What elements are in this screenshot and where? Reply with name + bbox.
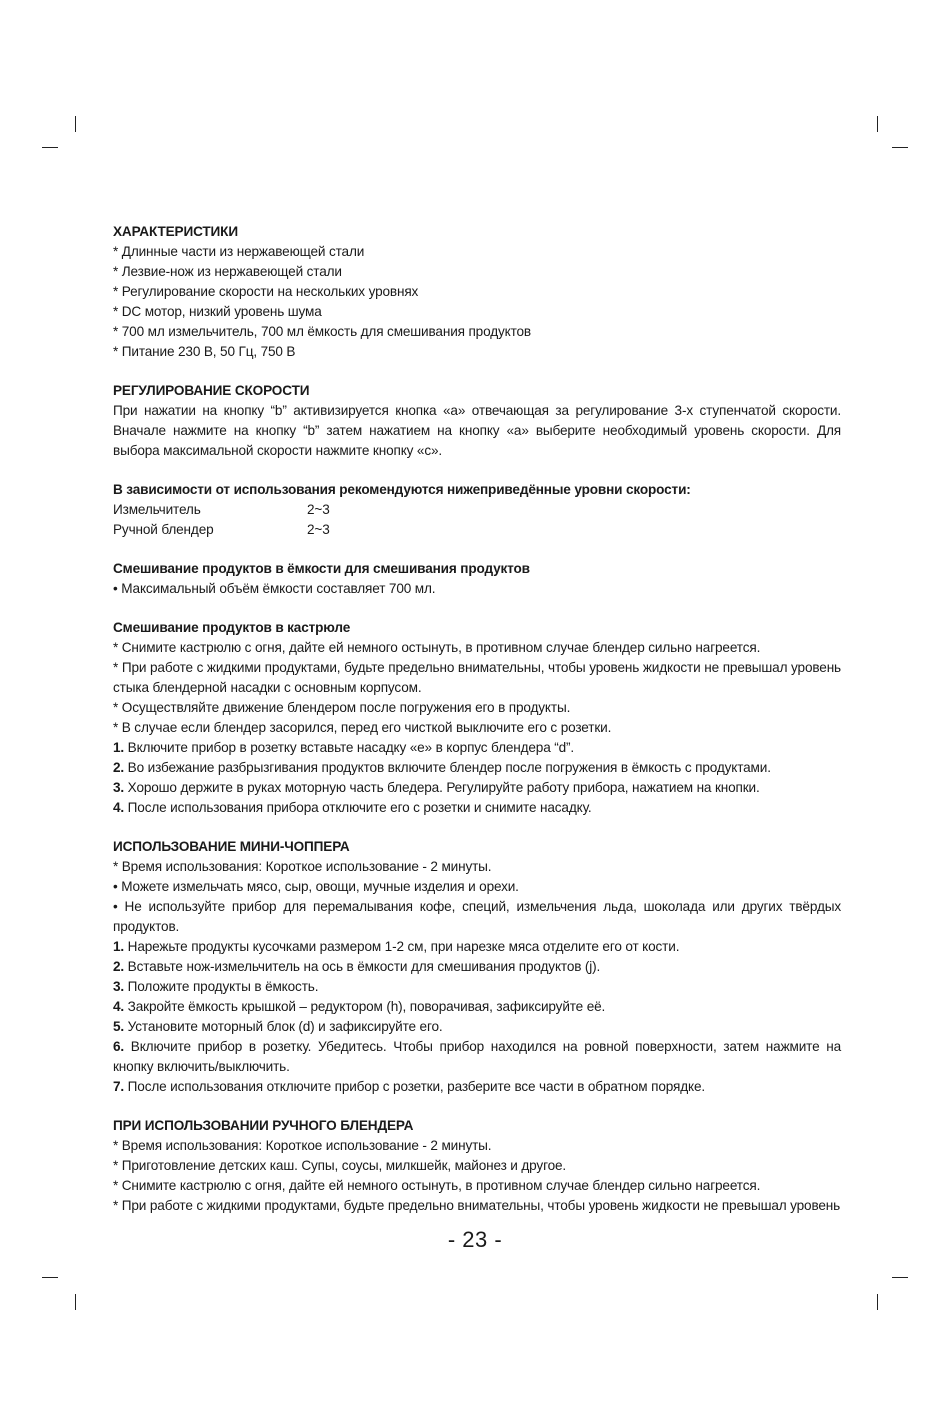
hand-blender-section bbox=[113, 1116, 841, 1216]
instruction-step: 2. Во избежание разбрызгивания продуктов включите блендер после погружения в ёмкость с продуктами. bbox=[113, 760, 771, 775]
speed-paragraph: При нажатии на кнопку “b” активизируется кнопка «a» отвечающая за регулирование 3-х ступенчатой скорости. Вначале нажмите на кнопку “b” затем нажатием на кнопку «a» выберите необходимый уровень скорости. Для выбора максимальной скорости нажмите кнопку «c». bbox=[113, 403, 841, 458]
mixing-pot-section bbox=[113, 618, 841, 818]
features-section bbox=[113, 222, 841, 362]
speed-table-value: 2~3 bbox=[307, 522, 330, 537]
page-number: - 23 - bbox=[447, 1227, 503, 1252]
instruction-item: * При работе с жидкими продуктами, будьте предельно внимательны, чтобы уровень жидкости не превышал уровень bbox=[113, 1198, 841, 1213]
instruction-step: 3. Положите продукты в ёмкость. bbox=[113, 979, 319, 994]
crop-mark-top-left-vertical bbox=[75, 116, 76, 132]
crop-mark-bottom-right-horizontal bbox=[892, 1277, 908, 1278]
feature-line: * Регулирование скорости на нескольких уровнях bbox=[113, 284, 419, 299]
speed-table-row bbox=[113, 520, 841, 540]
instruction-step: 7. После использования отключите прибор с розетки, разберите все части в обратном порядке. bbox=[113, 1079, 705, 1094]
instruction-item: * Снимите кастрюлю с огня, дайте ей немного остынуть, в противном случае блендер сильно нагреется. bbox=[113, 640, 761, 655]
mixing-pot-heading: Смешивание продуктов в кастрюле bbox=[113, 620, 351, 635]
instruction-step: 5. Установите моторный блок (d) и зафиксируйте его. bbox=[113, 1019, 443, 1034]
instruction-step: 2. Вставьте нож-измельчитель на ось в ёмкости для смешивания продуктов (j). bbox=[113, 959, 601, 974]
instruction-item: * В случае если блендер засорился, перед его чисткой выключите его с розетки. bbox=[113, 720, 612, 735]
mixing-container-heading: Смешивание продуктов в ёмкости для смешивания продуктов bbox=[113, 561, 530, 576]
feature-line: * Лезвие-нож из нержавеющей стали bbox=[113, 264, 342, 279]
speed-table-row bbox=[113, 500, 841, 520]
speed-table-value: 2~3 bbox=[307, 502, 330, 517]
features-heading: ХАРАКТЕРИСТИКИ bbox=[113, 224, 238, 239]
speed-table-device: Измельчитель bbox=[113, 502, 201, 517]
crop-mark-bottom-left-horizontal bbox=[42, 1277, 58, 1278]
instruction-item: * Снимите кастрюлю с огня, дайте ей немного остынуть, в противном случае блендер сильно нагреется. bbox=[113, 1178, 761, 1193]
feature-line: * DC мотор, низкий уровень шума bbox=[113, 304, 322, 319]
speed-section bbox=[113, 381, 841, 461]
hand-blender-heading: ПРИ ИСПОЛЬЗОВАНИИ РУЧНОГО БЛЕНДЕРА bbox=[113, 1118, 414, 1133]
manual-page-content bbox=[113, 222, 841, 1216]
instruction-item: * При работе с жидкими продуктами, будьте предельно внимательны, чтобы уровень жидкости не превышал уровень стыка блендерной насадки с основным корпусом. bbox=[113, 660, 841, 695]
crop-mark-top-right-vertical bbox=[877, 116, 878, 132]
instruction-item: • Не используйте прибор для перемалывания кофе, специй, измельчения льда, шоколада или других твёрдых продуктов. bbox=[113, 899, 841, 934]
mixing-container-line: • Максимальный объём ёмкости составляет 700 мл. bbox=[113, 581, 436, 596]
instruction-item: * Осуществляйте движение блендером после погружения его в продукты. bbox=[113, 700, 571, 715]
instruction-item: * Приготовление детских каш. Супы, соусы, милкшейк, майонез и другое. bbox=[113, 1158, 567, 1173]
crop-mark-top-right-horizontal bbox=[892, 147, 908, 148]
crop-mark-bottom-right-vertical bbox=[877, 1294, 878, 1310]
instruction-step: 4. Закройте ёмкость крышкой – редуктором (h), поворачивая, зафиксируйте её. bbox=[113, 999, 606, 1014]
feature-line: * Питание 230 В, 50 Гц, 750 В bbox=[113, 344, 296, 359]
instruction-item: * Время использования: Короткое использование - 2 минуты. bbox=[113, 1138, 492, 1153]
instruction-step: 4. После использования прибора отключите его с розетки и снимите насадку. bbox=[113, 800, 592, 815]
instruction-step: 1. Включите прибор в розетку вставьте насадку «e» в корпус блендера “d”. bbox=[113, 740, 575, 755]
crop-mark-top-left-horizontal bbox=[42, 147, 58, 148]
speed-table-device: Ручной блендер bbox=[113, 522, 214, 537]
recommended-speeds-section bbox=[113, 480, 841, 540]
mini-chopper-heading: ИСПОЛЬЗОВАНИЕ МИНИ-ЧОППЕРА bbox=[113, 839, 350, 854]
instruction-item: * Время использования: Короткое использование - 2 минуты. bbox=[113, 859, 492, 874]
crop-mark-bottom-left-vertical bbox=[75, 1294, 76, 1310]
mini-chopper-section bbox=[113, 837, 841, 1097]
instruction-step: 6. Включите прибор в розетку. Убедитесь. Чтобы прибор находился на ровной поверхности, затем нажмите на кнопку включить/выключить. bbox=[113, 1039, 841, 1074]
instruction-item: • Можете измельчать мясо, сыр, овощи, мучные изделия и орехи. bbox=[113, 879, 519, 894]
mixing-container-section bbox=[113, 559, 841, 599]
instruction-step: 3. Хорошо держите в руках моторную часть бледера. Регулируйте работу прибора, нажатием на кнопки. bbox=[113, 780, 760, 795]
feature-line: * Длинные части из нержавеющей стали bbox=[113, 244, 365, 259]
recommended-speeds-heading: В зависимости от использования рекомендуются нижеприведённые уровни скорости: bbox=[113, 482, 691, 497]
feature-line: * 700 мл измельчитель, 700 мл ёмкость для смешивания продуктов bbox=[113, 324, 531, 339]
instruction-step: 1. Нарежьте продукты кусочками размером 1-2 см, при нарезке мяса отделите его от кости. bbox=[113, 939, 680, 954]
speed-heading: РЕГУЛИРОВАНИЕ СКОРОСТИ bbox=[113, 383, 310, 398]
